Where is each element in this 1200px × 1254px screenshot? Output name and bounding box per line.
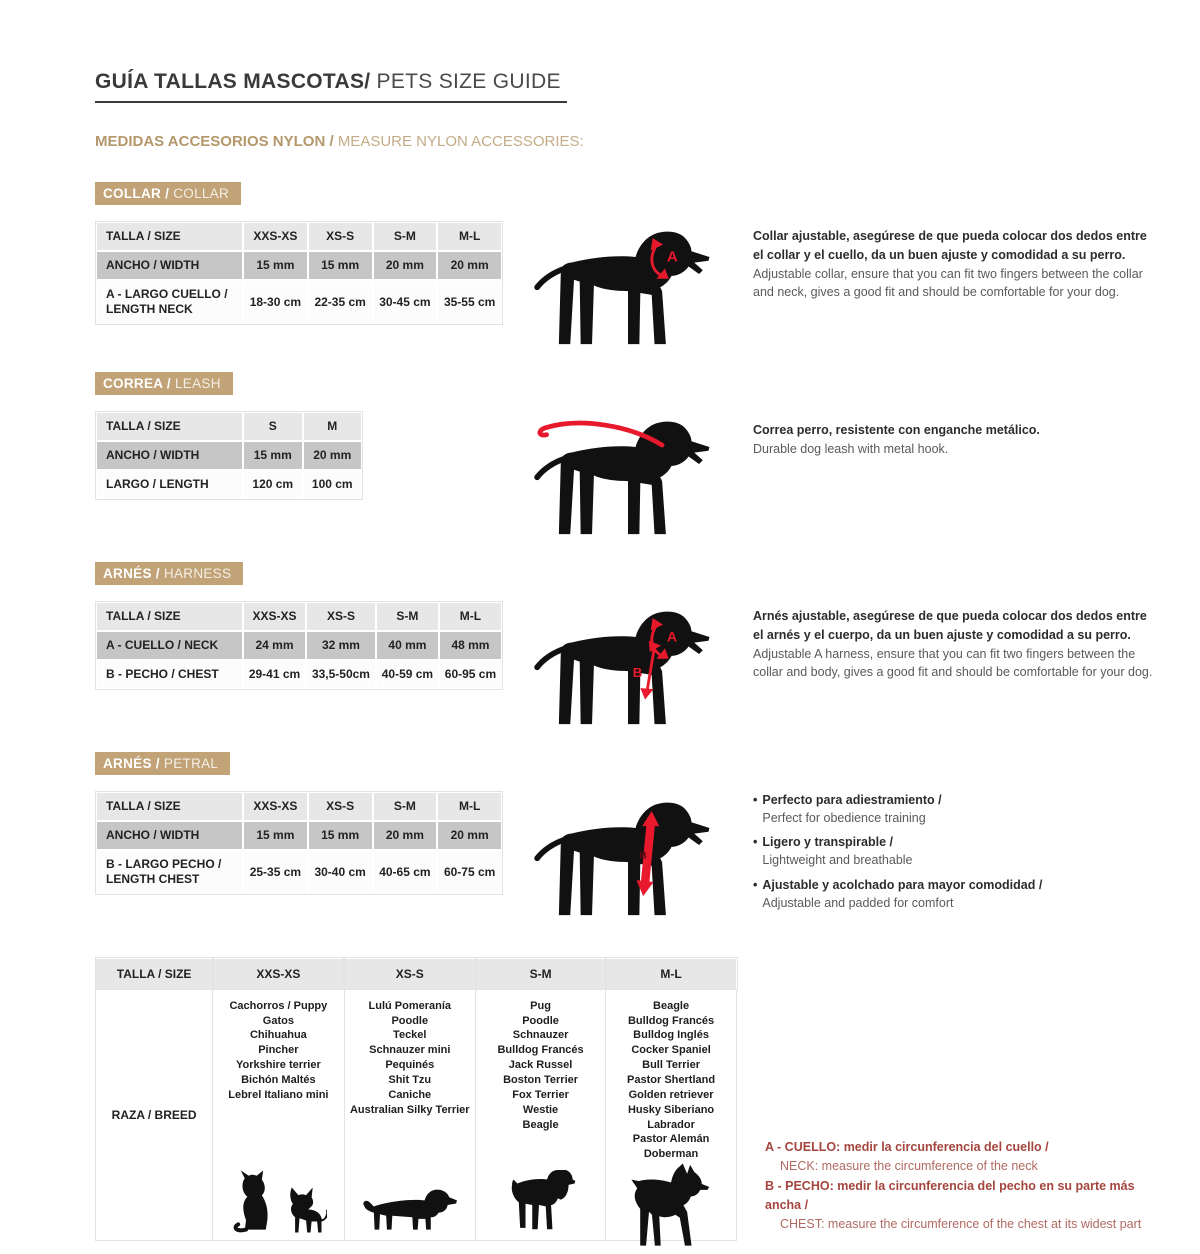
breed-item: Westie — [522, 1103, 559, 1116]
dachshund-icon — [360, 1185, 460, 1235]
value-cell: 15 mm — [308, 821, 373, 850]
value-cell: 40 mm — [376, 631, 439, 660]
value-cell: 20 mm — [437, 821, 502, 850]
breed-cell-xs-s — [344, 989, 475, 1240]
collar-badge-es: COLLAR / — [103, 186, 170, 201]
leash-size-table — [95, 411, 363, 500]
svg-text:A: A — [666, 629, 678, 646]
value-cell: 32 mm — [306, 631, 376, 660]
leash-badge — [95, 372, 233, 395]
bullet-dot: • — [753, 793, 758, 807]
breed-body-row — [96, 989, 737, 1240]
harness-description-en: Adjustable A harness, ensure that you can fit two fingers between the collar and body, gives a good fit and should be comfortable for your dog. — [753, 646, 1153, 680]
petral-bullet-es: Ligero y transpirable / — [762, 835, 893, 850]
page-title — [95, 70, 567, 103]
collar-dog-icon — [533, 221, 723, 346]
breed-item: Teckel — [393, 1029, 427, 1042]
header-cell: M — [303, 412, 363, 441]
header-cell: TALLA / SIZE — [96, 958, 213, 989]
breed-item: Beagle — [653, 999, 690, 1012]
schnauzer-icon — [504, 1167, 578, 1235]
table-row — [96, 441, 362, 470]
section-leash — [95, 372, 1160, 536]
value-cell: 15 mm — [243, 821, 308, 850]
header-cell: S-M — [373, 792, 438, 821]
header-cell: M-L — [606, 958, 737, 989]
breed-item: Lebrel Italiano mini — [228, 1088, 329, 1101]
value-cell: 120 cm — [243, 470, 303, 499]
row-label-cell: B - PECHO / CHEST — [96, 660, 243, 689]
petral-bullet — [753, 833, 1160, 869]
value-cell: 20 mm — [303, 441, 363, 470]
value-cell: 30-40 cm — [308, 850, 373, 894]
petral-badge-en: PETRAL — [163, 756, 219, 771]
breed-item: Bichón Maltés — [241, 1073, 316, 1086]
table-row — [96, 850, 502, 894]
doberman-icon — [627, 1162, 715, 1250]
value-cell: 48 mm — [439, 631, 502, 660]
table-row — [96, 251, 502, 280]
table-header-row — [96, 792, 502, 821]
header-cell: S-M — [476, 958, 606, 989]
header-cell: XS-S — [308, 792, 373, 821]
petral-bullet-es: Ajustable y acolchado para mayor comodidad / — [762, 877, 1043, 892]
leash-description-es: Correa perro, resistente con enganche metálico. — [753, 423, 1040, 437]
page-title-en: PETS SIZE GUIDE — [376, 70, 561, 93]
header-cell: XS-S — [344, 958, 475, 989]
leash-badge-en: LEASH — [174, 376, 221, 391]
collar-badge — [95, 182, 241, 205]
note-a-es: A - CUELLO: medir la circunferencia del cuello / — [765, 1139, 1049, 1154]
row-label-cell: A - LARGO CUELLO / LENGTH NECK — [96, 280, 243, 324]
value-cell: 100 cm — [303, 470, 363, 499]
section-harness — [95, 562, 1160, 726]
breed-item: Yorkshire terrier — [235, 1059, 321, 1072]
breed-item: Caniche — [388, 1088, 432, 1101]
breed-row-label: RAZA / BREED — [96, 989, 213, 1240]
page-subtitle-en: MEASURE NYLON ACCESSORIES: — [337, 133, 584, 150]
table-row — [96, 280, 502, 324]
header-cell: S — [243, 412, 303, 441]
breed-item: Poodle — [391, 1014, 429, 1027]
breed-item: Bull Terrier — [642, 1059, 700, 1072]
breed-item: Doberman — [643, 1148, 699, 1161]
breed-table — [95, 958, 737, 1241]
harness-size-table — [95, 601, 503, 690]
row-label-cell: ANCHO / WIDTH — [96, 821, 243, 850]
breed-item: Schnauzer — [512, 1029, 569, 1042]
cat-icon — [229, 1169, 275, 1235]
row-label-cell: LARGO / LENGTH — [96, 470, 243, 499]
svg-text:A: A — [666, 248, 678, 266]
breed-list — [607, 991, 735, 1162]
value-cell: 15 mm — [308, 251, 373, 280]
header-cell: M-L — [437, 792, 502, 821]
breed-cell-s-m — [476, 989, 606, 1240]
note-a-en: NECK: measure the circumference of the neck — [780, 1159, 1038, 1174]
leash-badge-es: CORREA / — [103, 376, 171, 391]
breed-item: Pug — [530, 999, 551, 1012]
value-cell: 20 mm — [373, 821, 438, 850]
breed-cell-m-l — [606, 989, 737, 1240]
note-b-es: B - PECHO: medir la circunferencia del pecho en su parte más ancha / — [765, 1178, 1135, 1212]
breed-list — [346, 991, 474, 1139]
row-label-cell: B - LARGO PECHO / LENGTH CHEST — [96, 850, 243, 894]
petral-bullet — [753, 791, 1160, 827]
header-cell: TALLA / SIZE — [96, 602, 243, 631]
collar-description-en: Adjustable collar, ensure that you can fit two fingers between the collar and neck, gives a good fit and should be comfortable for your dog. — [753, 266, 1143, 300]
value-cell: 25-35 cm — [243, 850, 308, 894]
value-cell: 40-59 cm — [376, 660, 439, 689]
breed-item: Pincher — [258, 1044, 299, 1057]
value-cell: 15 mm — [243, 441, 303, 470]
breed-item: Australian Silky Terrier — [349, 1103, 470, 1116]
leash-description-en: Durable dog leash with metal hook. — [753, 441, 949, 456]
value-cell: 33,5-50cm — [306, 660, 376, 689]
svg-text:B: B — [639, 850, 647, 862]
table-header-row — [96, 412, 362, 441]
breed-item: Golden retriever — [628, 1088, 714, 1101]
breed-item: Schnauzer mini — [369, 1044, 451, 1057]
collar-description-es: Collar ajustable, asegúrese de que pueda colocar dos dedos entre el collar y el cuello, da un buen ajuste y comodidad a su perro. — [753, 229, 1147, 262]
section-collar — [95, 182, 1160, 346]
breed-item: Jack Russel — [508, 1059, 573, 1072]
row-label-cell: ANCHO / WIDTH — [96, 441, 243, 470]
header-cell: XXS-XS — [243, 222, 308, 251]
bullet-dot: • — [753, 835, 758, 850]
header-cell: TALLA / SIZE — [96, 412, 243, 441]
value-cell: 20 mm — [437, 251, 502, 280]
header-cell: XS-S — [306, 602, 376, 631]
header-cell: XXS-XS — [243, 792, 308, 821]
header-cell: XXS-XS — [243, 602, 306, 631]
breed-item: Cocker Spaniel — [631, 1044, 711, 1057]
breed-item: Poodle — [522, 1014, 559, 1027]
breed-list — [477, 991, 604, 1139]
value-cell: 29-41 cm — [243, 660, 306, 689]
breed-cell-xxs-xs — [213, 989, 344, 1240]
value-cell: 40-65 cm — [373, 850, 438, 894]
breed-item: Cachorros / Puppy — [229, 999, 328, 1012]
measurement-notes — [765, 1138, 1160, 1241]
breed-item: Beagle — [522, 1118, 559, 1131]
petral-badge-es: ARNÉS / — [103, 756, 160, 771]
breed-item: Pequinés — [385, 1059, 435, 1072]
breed-item: Lulú Pomeranía — [368, 999, 452, 1012]
petral-bullet — [753, 876, 1160, 912]
collar-size-table — [95, 221, 503, 325]
petral-bullet-en: Adjustable and padded for comfort — [762, 895, 954, 910]
breed-list — [214, 991, 342, 1139]
petral-dog-icon — [533, 792, 723, 917]
header-cell: M-L — [439, 602, 502, 631]
header-cell: XS-S — [308, 222, 373, 251]
header-cell: S-M — [376, 602, 439, 631]
harness-dog-icon — [533, 601, 723, 726]
breed-item: Labrador — [647, 1118, 695, 1131]
table-row — [96, 631, 502, 660]
table-header-row — [96, 602, 502, 631]
breed-item: Husky Siberiano — [627, 1103, 715, 1116]
harness-description-es: Arnés ajustable, asegúrese de que pueda colocar dos dedos entre el arnés y el cuerpo, da un buen ajuste y comodidad a su perro. — [753, 609, 1147, 642]
value-cell: 22-35 cm — [308, 280, 373, 324]
harness-badge-es: ARNÉS / — [103, 566, 160, 581]
breed-item: Pastor Shertland — [627, 1073, 716, 1086]
bullet-dot: • — [753, 877, 758, 892]
row-label-cell: ANCHO / WIDTH — [96, 251, 243, 280]
breed-section — [95, 958, 1160, 1241]
breed-item: Gatos — [262, 1014, 294, 1027]
page-subtitle-es: MEDIDAS ACCESORIOS NYLON / — [95, 133, 334, 150]
petral-bullet-es: Perfecto para adiestramiento / — [762, 793, 942, 807]
breed-header-row — [96, 958, 737, 989]
breed-item: Chihuahua — [249, 1029, 307, 1042]
value-cell: 60-95 cm — [439, 660, 502, 689]
petral-bullet-en: Lightweight and breathable — [762, 853, 913, 868]
table-row — [96, 470, 362, 499]
value-cell: 20 mm — [373, 251, 438, 280]
chihuahua-icon — [283, 1185, 327, 1235]
header-cell: XXS-XS — [213, 958, 344, 989]
leash-dog-icon — [533, 411, 723, 536]
value-cell: 24 mm — [243, 631, 306, 660]
header-cell: M-L — [437, 222, 502, 251]
note-b-en: CHEST: measure the circumference of the chest at its widest part — [780, 1217, 1142, 1232]
harness-badge — [95, 562, 243, 585]
breed-item: Bulldog Francés — [627, 1014, 715, 1027]
section-petral — [95, 752, 1160, 918]
breed-item: Fox Terrier — [512, 1088, 569, 1101]
harness-badge-en: HARNESS — [163, 566, 232, 581]
breed-item: Bulldog Inglés — [633, 1029, 709, 1042]
header-cell: TALLA / SIZE — [96, 222, 243, 251]
petral-bullet-en: Perfect for obedience training — [762, 811, 926, 826]
breed-item: Pastor Alemán — [632, 1133, 710, 1146]
table-row — [96, 821, 502, 850]
value-cell: 15 mm — [243, 251, 308, 280]
page-title-es: GUÍA TALLAS MASCOTAS/ — [95, 70, 371, 93]
value-cell: 35-55 cm — [437, 280, 502, 324]
breed-item: Shit Tzu — [388, 1073, 432, 1086]
value-cell: 18-30 cm — [243, 280, 308, 324]
page-subtitle — [95, 133, 1160, 150]
collar-badge-en: COLLAR — [173, 186, 230, 201]
breed-item: Bulldog Francés — [497, 1044, 584, 1057]
header-cell: S-M — [373, 222, 438, 251]
row-label-cell: A - CUELLO / NECK — [96, 631, 243, 660]
svg-text:B: B — [632, 664, 643, 680]
petral-badge — [95, 752, 230, 775]
breed-item: Boston Terrier — [503, 1073, 579, 1086]
header-cell: TALLA / SIZE — [96, 792, 243, 821]
petral-size-table — [95, 791, 503, 895]
table-header-row — [96, 222, 502, 251]
table-row — [96, 660, 502, 689]
value-cell: 60-75 cm — [437, 850, 502, 894]
value-cell: 30-45 cm — [373, 280, 438, 324]
